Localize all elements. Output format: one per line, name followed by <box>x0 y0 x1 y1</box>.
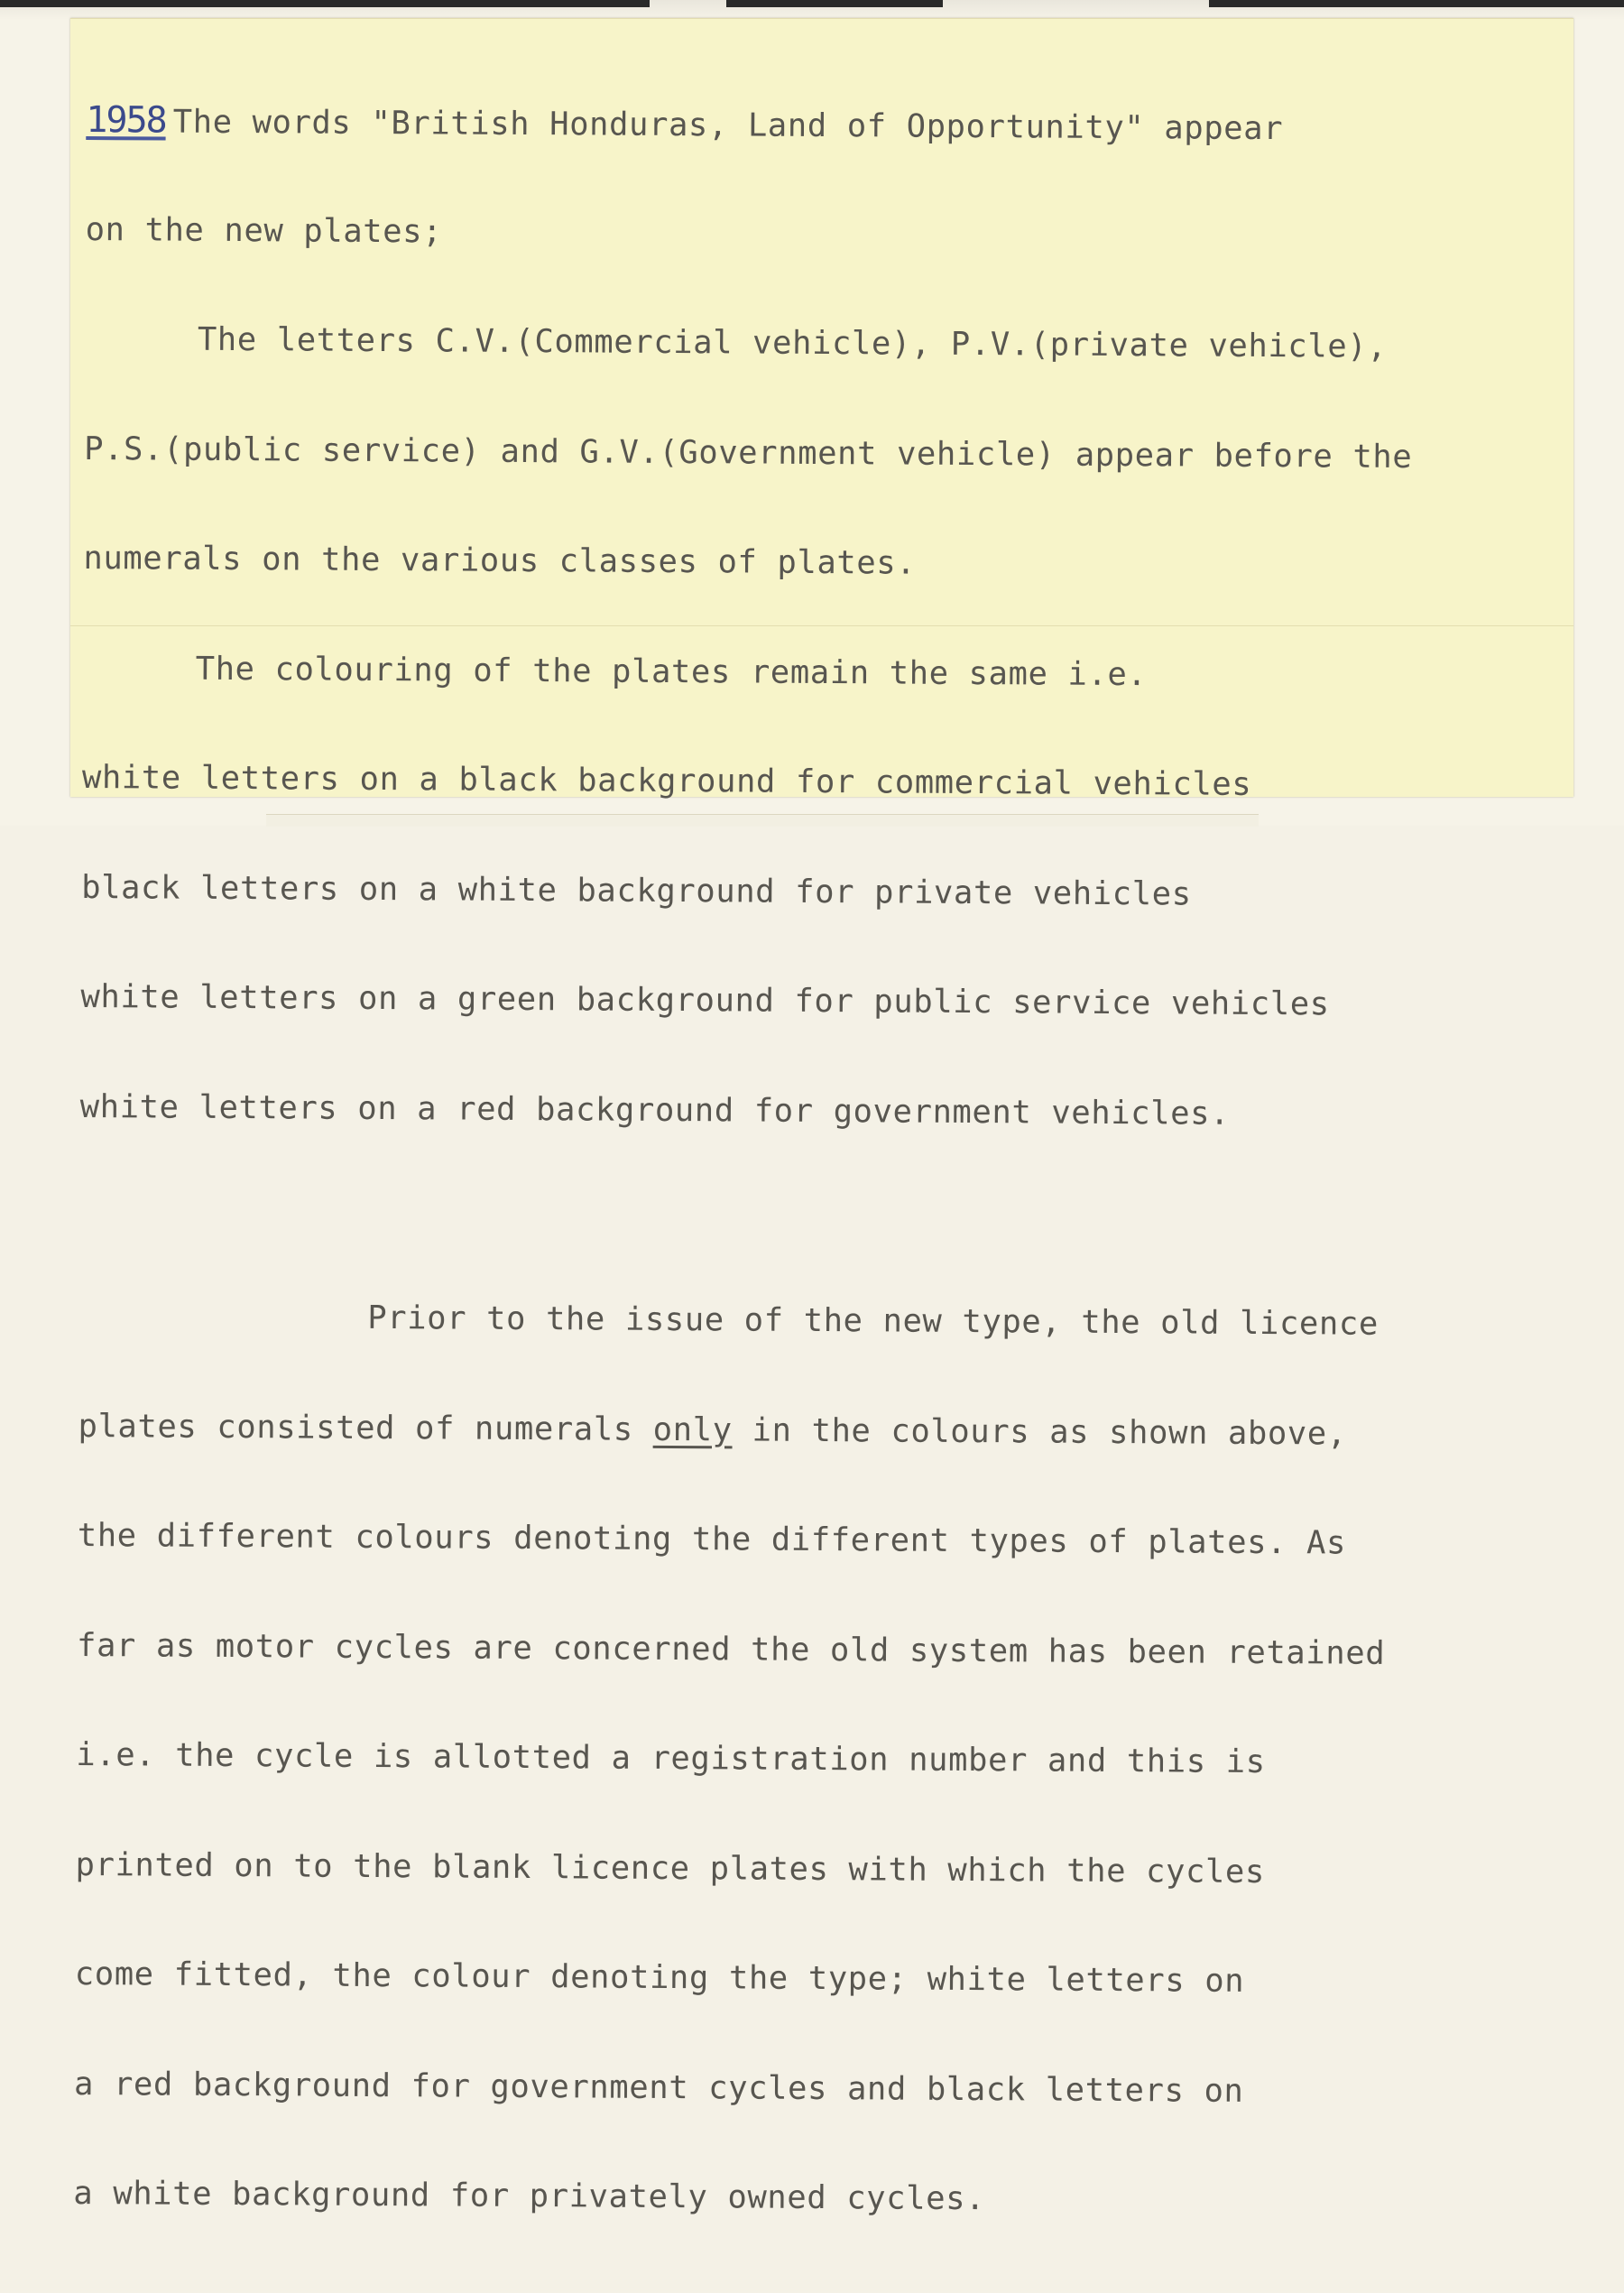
text-line-content: in the colours as shown above, <box>732 1410 1347 1453</box>
typed-text-block <box>73 29 1415 2293</box>
text-line: a red background for government cycles and black letters on <box>73 2065 1244 2110</box>
text-line: white letters on a black background for commercial vehicles <box>81 758 1252 803</box>
text-line: The letters C.V.(Commercial vehicle), P.V.(private vehicle), <box>197 320 1388 365</box>
text-line <box>78 1408 1406 1452</box>
text-line: far as motor cycles are concerned the old system has been retained <box>76 1626 1386 1672</box>
text-line: white letters on a red background for government vehicles. <box>79 1087 1231 1133</box>
text-line: come fitted, the colour denoting the type; white letters on <box>74 1955 1245 2000</box>
handwritten-year: 1958 <box>86 98 166 142</box>
text-line: white letters on a green background for public service vehicles <box>80 977 1330 1023</box>
text-line: on the new plates; <box>85 210 443 250</box>
scan-edge-shadow <box>0 0 650 7</box>
text-line: black letters on a white background for private vehicles <box>81 868 1192 912</box>
paragraph-gap <box>79 1198 1407 1234</box>
text-line: P.S.(public service) and G.V.(Government vehicle) appear before the <box>84 430 1413 476</box>
scan-edge-shadow <box>1209 0 1624 7</box>
text-line: numerals on the various classes of plates. <box>83 539 917 582</box>
text-line: a white background for privately owned cycles. <box>73 2174 986 2218</box>
text-line: the different colours denoting the different types of plates. As <box>77 1516 1347 1562</box>
text-line: printed on to the blank licence plates with which the cycles <box>75 1845 1266 1891</box>
text-line: Prior to the issue of the new type, the old licence <box>367 1299 1379 1343</box>
text-line-content: plates consisted of numerals <box>78 1407 653 1448</box>
underlined-word: only <box>652 1410 733 1448</box>
text-line <box>86 98 1414 148</box>
text-line: The colouring of the plates remain the same i.e. <box>195 650 1148 693</box>
scan-top-edge <box>0 0 1624 20</box>
scan-edge-shadow <box>726 0 943 7</box>
text-line: i.e. the cycle is allotted a registration number and this is <box>76 1735 1266 1781</box>
text-line-content: The words "British Honduras, Land of Opportunity" appear <box>172 103 1284 148</box>
